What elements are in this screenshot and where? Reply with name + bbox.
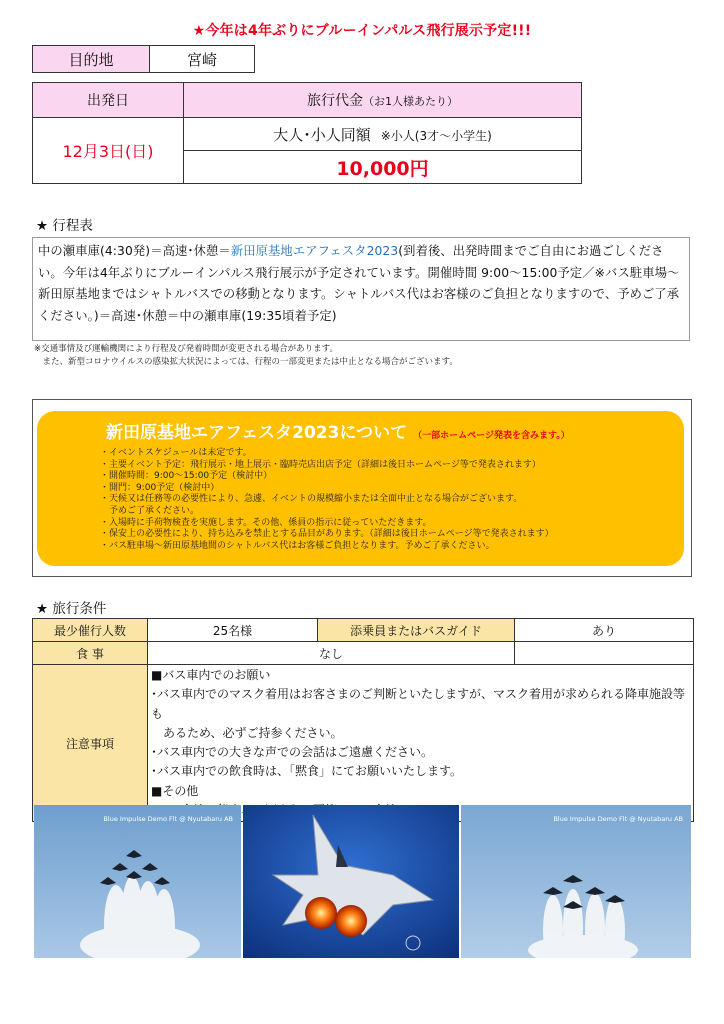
price-header-label: 旅行代金 — [307, 93, 363, 109]
itinerary-note: また、新型コロナウイルスの感染拡大状況によっては、行程の一部変更または中止となる場合がございます。 — [34, 357, 458, 367]
departure-header: 出発日 — [33, 83, 184, 118]
formation-smoke-photo-icon — [34, 805, 241, 958]
conditions-table — [32, 618, 694, 822]
photo-formation-right — [461, 805, 691, 958]
itinerary-title: ★ 行程表 — [36, 218, 93, 234]
event-title-note: （一部ホームページ発表を含みます。） — [413, 431, 570, 441]
notes-line: あるため、必ずご持参ください。 — [151, 725, 343, 740]
meal-empty-cell — [515, 642, 694, 665]
event-info-item: ・主要イベント予定：飛行展示・地上展示・臨時売店出店予定（詳細は後日ホームページ等で発表されます） — [100, 459, 541, 470]
event-info-item: ・イベントスケジュールは未定です。 — [100, 448, 252, 458]
destination-label: 目的地 — [33, 46, 150, 73]
itinerary-box — [32, 237, 690, 341]
min-people-value: 25名様 — [148, 619, 318, 642]
meal-label: 食 事 — [33, 642, 148, 665]
guide-label: 添乗員またはバスガイド — [318, 619, 515, 642]
jet-afterburner-photo-icon — [243, 805, 459, 958]
headline: ★今年は4年ぶりにブルーインパルス飛行展示予定!!! — [192, 23, 532, 39]
destination-value: 宮崎 — [150, 46, 255, 73]
destination-table — [32, 45, 255, 73]
price-value: 10,000円 — [184, 151, 582, 184]
photo-caption: Blue Impulse Demo Flt @ Nyutabaru AB — [553, 815, 683, 823]
event-info-item: ・バス駐車場～新田原基地間のシャトルバス代はお客様ご負担となります。予めご了承ください。 — [100, 540, 495, 551]
event-title — [106, 418, 570, 443]
notes-line: ･バス車内での大きな声での会話はご遠慮ください。 — [151, 745, 434, 760]
event-link[interactable]: 新田原基地エアフェスタ2023 — [230, 244, 399, 258]
formation-smoke-photo-icon — [461, 805, 691, 958]
event-info-item: ・開催時間：9:00～15:00予定（検討中） — [100, 471, 273, 482]
itinerary-text-after: (到着後、出発時間までご自由にお過ごしください。今年は4年ぶりにブルーインパルス飛行展示が予定されています。開催時間 9:00～15:00予定／※バス駐車場～新田原基地まではシャトルバスでの移動となります。シャトルバス代はお客様のご負担となりますので、予めご了承ください。)＝高速･休憩＝中の瀬車庫(19:35頃着予定) — [38, 244, 680, 323]
event-info-item: ・保安上の必要性により、持ち込みを禁止とする品目があります。（詳細は後日ホームページ等で発表されます） — [100, 529, 554, 540]
guide-value: あり — [515, 619, 694, 642]
notes-line: ■その他 — [151, 783, 199, 798]
price-label: 大人･小人同額 — [273, 125, 371, 144]
price-header — [184, 83, 582, 118]
notes-line: ･バス車内でのマスク着用はお客さまのご判断といたしますが、マスク着用が求められる降車施設等も — [151, 687, 686, 721]
itinerary-note: ※交通事情及び運輸機関により行程及び発着時間が変更される場合があります。 — [34, 344, 338, 354]
meal-value: なし — [148, 642, 515, 665]
price-header-note: （お1人様あたり） — [363, 95, 458, 108]
min-people-label: 最少催行人数 — [33, 619, 148, 642]
price-label-cell — [184, 118, 582, 151]
photo-formation-left — [34, 805, 241, 958]
itinerary-notes — [34, 343, 458, 369]
departure-date: 12月3日(日) — [33, 118, 184, 184]
photo-jet — [243, 805, 459, 958]
itinerary-text-before: 中の瀬車庫(4:30発)＝高速･休憩＝ — [38, 244, 231, 258]
notes-line: ･バス車内での飲食時は、「黙食」にてお願いいたします。 — [151, 764, 463, 779]
event-info-item: 予めご了承ください。 — [100, 505, 200, 516]
event-info-item: ・開門：9:00予定（検討中） — [100, 482, 220, 493]
notes-line: ■バス車内でのお願い — [151, 668, 271, 682]
notes-label: 注意事項 — [33, 665, 148, 822]
event-info-item: ・天候又は任務等の必要性により、急遽、イベントの規模縮小または全面中止となる場合がございます。 — [100, 494, 523, 505]
price-table — [32, 82, 582, 184]
photo-caption: Blue Impulse Demo Flt @ Nyutabaru AB — [103, 815, 233, 823]
event-info-list — [100, 448, 670, 552]
event-info-item: ・入場時に手荷物検査を実施します。その他、係員の指示に従っていただきます。 — [100, 517, 432, 528]
conditions-title: ★ 旅行条件 — [36, 601, 107, 617]
event-title-text: 新田原基地エアフェスタ2023について — [106, 423, 408, 443]
notes-cell — [148, 665, 694, 822]
price-note: ※小人(3才～小学生) — [380, 128, 492, 143]
